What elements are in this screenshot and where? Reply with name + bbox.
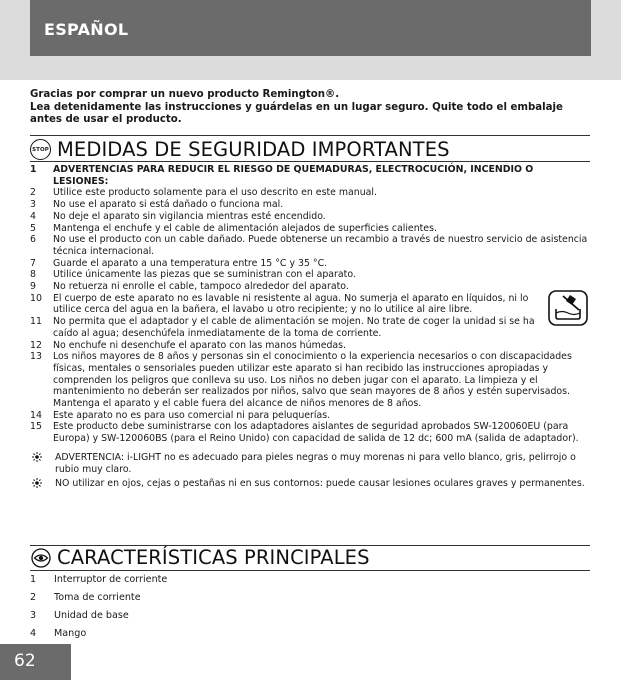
section-rule-top	[30, 135, 590, 136]
list-item	[30, 234, 590, 257]
list-item	[30, 351, 590, 410]
safety-list	[30, 164, 590, 490]
item-number: 10	[30, 292, 42, 304]
safety-title: MEDIDAS DE SEGURIDAD IMPORTANTES	[57, 138, 450, 161]
item-number: 7	[30, 257, 36, 269]
list-item	[30, 199, 590, 211]
list-item	[30, 421, 590, 444]
item-text: Utilice este producto solamente para el uso descrito en este manual.	[53, 187, 377, 199]
stop-icon-text: STOP	[32, 146, 49, 153]
stop-icon	[30, 139, 51, 160]
item-number: 8	[30, 269, 36, 281]
item-text: Este aparato no es para uso comercial ni para peluquerías.	[53, 409, 331, 421]
language-label: ESPAÑOL	[44, 20, 129, 39]
list-item	[30, 592, 590, 610]
item-number: 4	[30, 210, 36, 222]
item-text: Utilice únicamente las piezas que se suministran con el aparato.	[53, 269, 356, 281]
item-number: 15	[30, 421, 42, 433]
item-number: 4	[30, 628, 37, 639]
item-text: El cuerpo de este aparato no es lavable ni resistente al agua. No sumerja el aparato en líquidos, ni lo utilice cerca del agua en la bañera, el lavabo u otro recipiente; y no lo utilice al aire libre.	[53, 292, 529, 316]
item-text: ADVERTENCIAS PARA REDUCIR EL RIESGO DE QUEMADURAS, ELECTROCUCIÓN, INCENDIO O LESIONES:	[53, 164, 534, 187]
item-text: No use el aparato si está dañado o funciona mal.	[53, 199, 284, 211]
item-text: Este producto debe suministrarse con los adaptadores aislantes de seguridad aprobados SW-120060EU (para Europa) y SW-120060BS (para el Reino Unido) con capacidad de salida de 12 dc; 600 mA (salida de adaptador).	[53, 421, 579, 445]
list-item	[30, 164, 590, 187]
item-text: Mantenga el enchufe y el cable de alimentación alejados de superficies calientes.	[53, 222, 437, 234]
features-rule-bottom	[30, 570, 590, 571]
features-list	[30, 574, 590, 646]
list-item	[30, 610, 590, 628]
item-text: Guarde el aparato a una temperatura entre 15 °C y 35 °C.	[53, 257, 328, 269]
list-item	[30, 293, 590, 316]
item-number: 14	[30, 409, 42, 421]
item-number: 6	[30, 234, 36, 246]
item-text: Unidad de base	[54, 610, 129, 621]
item-text: No deje el aparato sin vigilancia mientras esté encendido.	[53, 210, 326, 222]
intro-line-1: Gracias por comprar un nuevo producto Remington®.	[30, 89, 340, 100]
item-number: 12	[30, 339, 42, 351]
item-number: 2	[30, 187, 36, 199]
item-text: No retuerza ni enrolle el cable, tampoco alrededor del aparato.	[53, 281, 349, 293]
sun-icon	[30, 452, 55, 475]
intro-line-2: Lea detenidamente las instrucciones y guárdelas en un lugar seguro. Quite todo el embalaje antes de usar el producto.	[30, 101, 563, 125]
page-number: 62	[14, 651, 36, 671]
language-tab	[30, 0, 591, 56]
item-number: 11	[30, 316, 42, 328]
list-item	[30, 340, 590, 352]
warning-text: NO utilizar en ojos, cejas o pestañas ni en sus contornos: puede causar lesiones oculares graves y permanentes.	[55, 478, 585, 490]
item-number: 9	[30, 281, 36, 293]
item-text: No enchufe ni desenchufe el aparato con las manos húmedas.	[53, 339, 347, 351]
item-text: No permita que el adaptador y el cable de alimentación se mojen. No trate de coger la unidad si se ha caído al agua; desenchúfela inmediatamente de la toma de corriente.	[53, 316, 535, 339]
safety-heading	[30, 138, 450, 161]
list-item	[30, 211, 590, 223]
features-heading	[30, 546, 370, 569]
item-number: 13	[30, 351, 42, 363]
item-number: 3	[30, 199, 36, 211]
item-text: Mango	[54, 628, 87, 639]
item-number: 1	[30, 574, 37, 585]
list-item	[30, 410, 590, 422]
section-rule-bottom	[30, 161, 590, 162]
item-number: 3	[30, 610, 37, 621]
list-item	[30, 281, 590, 293]
item-number: 5	[30, 222, 36, 234]
item-number: 1	[30, 164, 37, 175]
intro-text	[30, 89, 590, 127]
item-text: Los niños mayores de 8 años y personas sin el conocimiento o la experiencia necesarios o con discapacidades físicas, mentales o sensoriales pueden utilizar este aparato si han recibido las instrucciones apropiadas y comprenden los peligros que conlleva su uso. Los niños no deben jugar con el aparato. La limpieza y el mantenimiento no deberán ser realizados por niños, salvo que sean mayores de 8 años y estén supervisados. Mantenga el aparato y el cable fuera del alcance de niños menores de 8 años.	[53, 351, 572, 410]
item-text: Toma de corriente	[54, 592, 141, 603]
warning-item	[30, 478, 590, 490]
warning-text: ADVERTENCIA: i-LIGHT no es adecuado para pieles negras o muy morenas ni para vello blanco, gris, pelirrojo o rubio muy claro.	[55, 451, 576, 475]
list-item	[30, 628, 590, 646]
list-item	[30, 258, 590, 270]
list-item	[30, 223, 590, 235]
eye-icon	[30, 547, 52, 569]
list-item	[30, 187, 590, 199]
sun-icon	[30, 478, 55, 490]
features-title: CARACTERÍSTICAS PRINCIPALES	[57, 546, 370, 569]
list-item	[30, 316, 590, 339]
page-number-box	[0, 644, 71, 680]
item-number: 2	[30, 592, 37, 603]
item-text: No use el producto con un cable dañado. Puede obtenerse un recambio a través de nuestro servicio de asistencia técnica internacional.	[53, 234, 588, 257]
list-item	[30, 574, 590, 592]
item-text: Interruptor de corriente	[54, 574, 168, 585]
list-item	[30, 269, 590, 281]
no-water-icon	[548, 290, 588, 326]
warning-item	[30, 452, 590, 475]
